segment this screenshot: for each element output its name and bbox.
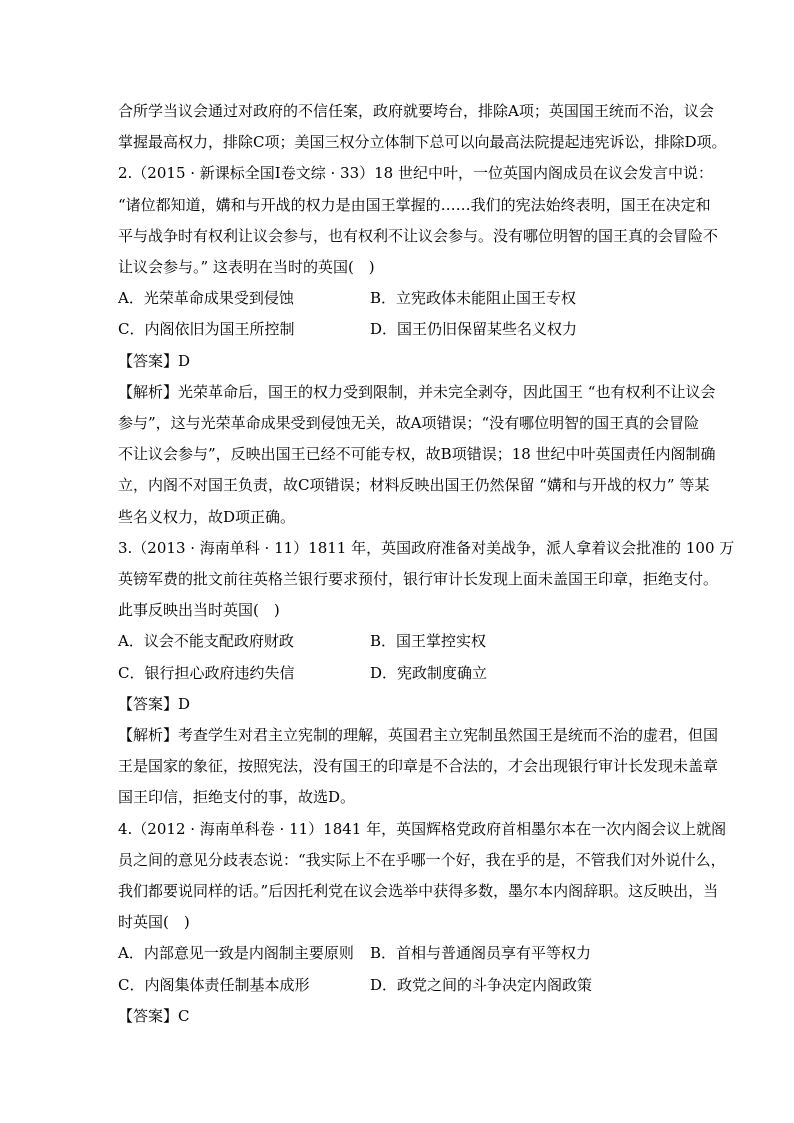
options-row xyxy=(118,283,680,314)
text-line: 时英国( ) xyxy=(118,913,190,932)
option-d: D．宪政制度确立 xyxy=(370,663,488,682)
text-line: 4.（2012 · 海南单科卷 · 11）1841 年，英国辉格党政府首相墨尔本在一次内阁会议上就阁 xyxy=(118,819,727,838)
text-line: 2.（2015 · 新课标全国Ⅰ卷文综 · 33）18 世纪中叶，一位英国内阁成员在议会发言中说： xyxy=(118,164,713,183)
options-row xyxy=(118,658,680,689)
option-a: A．光荣革命成果受到侵蚀 xyxy=(118,289,294,308)
text-line: 王是国家的象征，按照宪法，没有国王的印章是不合法的，才会出现银行审计长发现未盖章 xyxy=(118,757,719,776)
text-line: 【解析】光荣革命后，国王的权力受到限制，并未完全剥夺，因此国王 “也有权利不让议会 xyxy=(118,382,716,401)
options-row xyxy=(118,970,680,1001)
answer-label: 【答案】D xyxy=(118,694,191,713)
intro-paragraph xyxy=(118,96,727,158)
question-4 xyxy=(118,814,727,1032)
page-content xyxy=(118,96,735,1032)
options-row xyxy=(118,938,680,969)
option-d: D．国王仍旧保留某些名义权力 xyxy=(370,320,578,339)
text-line: 英镑军费的批文前往英格兰银行要求预付，银行审计长发现上面未盖国王印章，拒绝支付。 xyxy=(118,570,719,589)
options-row xyxy=(118,314,680,345)
analysis-paragraph xyxy=(118,377,716,533)
text-line: 参与”，这与光荣革命成果受到侵蚀无关，故A项错误；“没有哪位明智的国王真的会冒险 xyxy=(118,414,700,433)
option-b: B．立宪政体未能阻止国王专权 xyxy=(370,289,577,308)
text-line: 我们都要说同样的话。”后因托利党在议会选举中获得多数，墨尔本内阁辞职。这反映出，当 xyxy=(118,882,719,901)
text-line: 【解析】考查学生对君主立宪制的理解，英国君主立宪制虽然国王是统而不治的虚君，但国 xyxy=(118,726,719,745)
text-line: 不让议会参与”，反映出国王已经不可能专权，故B项错误；18 世纪中叶英国责任内阁制确 xyxy=(118,445,716,464)
text-line: 国王印信，拒绝支付的事，故选D。 xyxy=(118,788,356,807)
text-line: 让议会参与。” 这表明在当时的英国( ) xyxy=(118,258,375,277)
option-a: A．议会不能支配政府财政 xyxy=(118,632,294,651)
option-b: B．首相与普通阁员享有平等权力 xyxy=(370,944,592,963)
option-d: D．政党之间的斗争决定内阁政策 xyxy=(370,975,593,994)
question-stem xyxy=(118,533,735,627)
answer-label: 【答案】C xyxy=(118,1006,190,1025)
text-line: 平与战争时有权利让议会参与，也有权利不让议会参与。没有哪位明智的国王真的会冒险不 xyxy=(118,226,719,245)
option-c: C．内阁依旧为国王所控制 xyxy=(118,320,295,339)
text-line: 3.（2013 · 海南单科 · 11）1811 年，英国政府准备对美战争，派人拿着议会批准的 100 万 xyxy=(118,538,735,557)
text-line: “诸位都知道，媾和与开战的权力是由国王掌握的……我们的宪法始终表明，国王在决定和 xyxy=(118,195,711,214)
question-stem xyxy=(118,158,719,283)
question-3 xyxy=(118,533,735,814)
text-line: 些名义权力，故D项正确。 xyxy=(118,507,296,526)
text-line: 掌握最高权力，排除C项；美国三权分立体制下总可以向最高法院提起违宪诉讼，排除D项。 xyxy=(118,133,727,152)
option-b: B．国王掌控实权 xyxy=(370,632,487,651)
text-line: 员之间的意见分歧表态说：“我实际上不在乎哪一个好，我在乎的是，不管我们对外说什么， xyxy=(118,850,726,869)
option-c: C．银行担心政府违约失信 xyxy=(118,663,295,682)
options-row xyxy=(118,626,680,657)
option-a: A．内部意见一致是内阁制主要原则 xyxy=(118,944,354,963)
text-line: 此事反映出当时英国( ) xyxy=(118,601,280,620)
text-line: 立，内阁不对国王负责，故C项错误；材料反映出国王仍然保留 “媾和与开战的权力” 等某 xyxy=(118,476,710,495)
option-c: C．内阁集体责任制基本成形 xyxy=(118,975,310,994)
text-line: 合所学当议会通过对政府的不信任案，政府就要垮台，排除A项；英国国王统而不治，议会 xyxy=(118,102,714,120)
answer-label: 【答案】D xyxy=(118,351,191,370)
question-2 xyxy=(118,158,719,532)
analysis-paragraph xyxy=(118,720,719,814)
question-stem xyxy=(118,814,727,939)
